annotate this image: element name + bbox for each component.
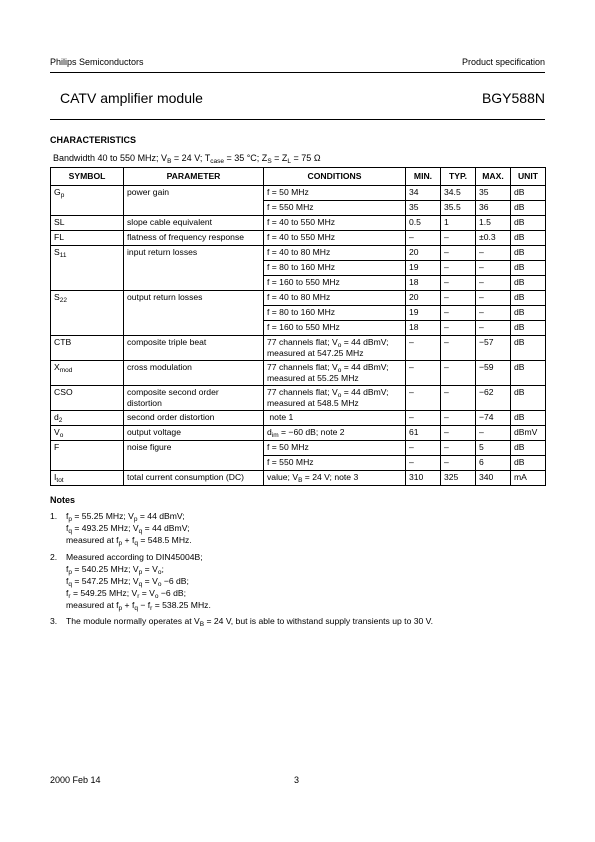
min-cell: – [406,386,441,411]
note-number: 1. [50,511,58,521]
min-cell: – [406,361,441,386]
max-cell: 1.5 [476,216,511,231]
table-row [51,291,546,306]
column-header-unit: UNIT [511,168,546,186]
min-cell: 18 [406,276,441,291]
characteristics-table [50,167,546,486]
min-cell: 19 [406,306,441,321]
table-row [51,186,546,201]
unit-cell: dB [511,261,546,276]
typ-cell: – [441,456,476,471]
note-text: Measured according to DIN45004B; $f_p = 540.25$ MHz; $V_p = V_o$; $f_q = 547.25$ MHz; $V_q = V_o -6$ dB; $f_r = 549.25$ MHz; $V_r = V_o -6$ dB; measured at $f_p + f_q - f_r = 538.25$ MHz. [66,551,211,612]
company-name: Philips Semiconductors [50,57,144,67]
table-row [51,386,546,411]
parameter-cell: composite triple beat [124,336,264,361]
typ-cell: 325 [441,471,476,486]
typ-cell: – [441,231,476,246]
conditions-cell: 77 channels flat; $V_o = 44$ dBmV; measured at 55.25 MHz [264,361,406,386]
max-cell: ±0.3 [476,231,511,246]
max-cell: −62 [476,386,511,411]
typ-cell: 1 [441,216,476,231]
typ-cell: 35.5 [441,201,476,216]
typ-cell: – [441,291,476,306]
symbol-cell: $X_{mod}$ [51,361,124,386]
min-cell: 0.5 [406,216,441,231]
table-row [51,441,546,456]
typ-cell: – [441,321,476,336]
symbol-cell: $I_{tot}$ [51,471,124,486]
symbol-cell: FL [51,231,124,246]
unit-cell: dB [511,291,546,306]
min-cell: – [406,336,441,361]
parameter-cell: total current consumption (DC) [124,471,264,486]
max-cell: 340 [476,471,511,486]
table-row [51,426,546,441]
conditions-cell: f = 40 to 550 MHz [264,231,406,246]
unit-cell: dB [511,276,546,291]
max-cell: 6 [476,456,511,471]
max-cell: – [476,306,511,321]
max-cell: – [476,261,511,276]
column-header-max: MAX. [476,168,511,186]
conditions-cell: f = 40 to 80 MHz [264,291,406,306]
table-row [51,216,546,231]
conditions-cell: f = 50 MHz [264,441,406,456]
note-number: 3. [50,616,58,626]
table-header-row [51,168,546,186]
note-item [50,510,192,546]
symbol-cell: F [51,441,124,471]
conditions-cell: value; $V_B = 24$ V; note 3 [264,471,406,486]
unit-cell: dB [511,231,546,246]
table-row [51,246,546,261]
table-row [51,471,546,486]
page-number: 3 [294,775,300,785]
max-cell: 36 [476,201,511,216]
note-item [50,551,211,611]
typ-cell: – [441,411,476,426]
min-cell: 310 [406,471,441,486]
typ-cell: – [441,361,476,386]
min-cell: 61 [406,426,441,441]
typ-cell: – [441,441,476,456]
parameter-cell: noise figure [124,441,264,471]
conditions-cell: 77 channels flat; $V_o = 44$ dBmV; measured at 548.5 MHz [264,386,406,411]
unit-cell: dB [511,201,546,216]
notes-heading: Notes [50,495,76,505]
document-type: Product specification [461,57,545,67]
column-header-conditions: CONDITIONS [264,168,406,186]
table-row [51,336,546,361]
conditions-cell: note 1 [264,411,406,426]
max-cell: −59 [476,361,511,386]
symbol-cell: CTB [51,336,124,361]
section-heading: CHARACTERISTICS [50,135,137,145]
conditions-cell: f = 80 to 160 MHz [264,261,406,276]
unit-cell: dB [511,336,546,361]
conditions-cell: f = 160 to 550 MHz [264,321,406,336]
column-header-typ: TYP. [441,168,476,186]
column-header-parameter: PARAMETER [124,168,264,186]
parameter-cell: power gain [124,186,264,216]
conditions-cell: f = 40 to 80 MHz [264,246,406,261]
symbol-cell: $G_p$ [51,186,124,216]
parameter-cell: second order distortion [124,411,264,426]
max-cell: – [476,426,511,441]
note-number: 2. [50,551,58,562]
typ-cell: – [441,246,476,261]
note-text: $f_p = 55.25$ MHz; $V_p = 44$ dBmV; $f_q = 493.25$ MHz; $V_q = 44$ dBmV; measured at $f_p + f_q = 548.5$ MHz. [66,511,192,547]
table-row [51,411,546,426]
unit-cell: dB [511,386,546,411]
parameter-cell: input return losses [124,246,264,291]
footer-date: 2000 Feb 14 [50,775,101,785]
min-cell: 20 [406,246,441,261]
unit-cell: dB [511,186,546,201]
unit-cell: mA [511,471,546,486]
parameter-cell: output voltage [124,426,264,441]
unit-cell: dB [511,306,546,321]
note-text: The module normally operates at $V_B = 24$ V, but is able to withstand supply transients up to 30 V. [66,616,434,628]
parameter-cell: cross modulation [124,361,264,386]
conditions-cell: f = 50 MHz [264,186,406,201]
parameter-cell: output return losses [124,291,264,336]
part-number: BGY588N [481,90,545,106]
parameter-cell: flatness of frequency response [124,231,264,246]
max-cell: 5 [476,441,511,456]
min-cell: – [406,231,441,246]
conditions-cell: f = 160 to 550 MHz [264,276,406,291]
conditions-cell: $d_{im} = -60$ dB; note 2 [264,426,406,441]
min-cell: – [406,441,441,456]
conditions-cell: f = 550 MHz [264,456,406,471]
column-header-symbol: SYMBOL [51,168,124,186]
table-row [51,361,546,386]
table-row [51,231,546,246]
symbol-cell: $S_{11}$ [51,246,124,291]
unit-cell: dB [511,411,546,426]
unit-cell: dB [511,441,546,456]
unit-cell: dB [511,246,546,261]
conditions-cell: 77 channels flat; $V_o = 44$ dBmV; measured at 547.25 MHz [264,336,406,361]
min-cell: 19 [406,261,441,276]
unit-cell: dB [511,321,546,336]
max-cell: −74 [476,411,511,426]
min-cell: 35 [406,201,441,216]
symbol-cell: $d_2$ [51,411,124,426]
symbol-cell: $S_{22}$ [51,291,124,336]
symbol-cell: SL [51,216,124,231]
min-cell: 20 [406,291,441,306]
typ-cell: – [441,276,476,291]
unit-cell: dB [511,361,546,386]
max-cell: – [476,291,511,306]
parameter-cell: slope cable equivalent [124,216,264,231]
min-cell: – [406,411,441,426]
symbol-cell: CSO [51,386,124,411]
unit-cell: dBmV [511,426,546,441]
unit-cell: dB [511,456,546,471]
typ-cell: – [441,386,476,411]
min-cell: – [406,456,441,471]
symbol-cell: $V_o$ [51,426,124,441]
typ-cell: – [441,261,476,276]
unit-cell: dB [511,216,546,231]
max-cell: – [476,246,511,261]
typ-cell: – [441,336,476,361]
min-cell: 18 [406,321,441,336]
parameter-cell: composite second order distortion [124,386,264,411]
note-item [50,615,433,627]
conditions-cell: f = 550 MHz [264,201,406,216]
test-conditions: Bandwidth 40 to 550 MHz; $V_B = 24$ V; $T_{case} = 35$ °C; $Z_S = Z_L = 75$ Ω [53,153,321,165]
header-rule [50,72,545,73]
conditions-cell: f = 80 to 160 MHz [264,306,406,321]
max-cell: 35 [476,186,511,201]
conditions-cell: f = 40 to 550 MHz [264,216,406,231]
max-cell: – [476,276,511,291]
typ-cell: – [441,426,476,441]
typ-cell: 34.5 [441,186,476,201]
min-cell: 34 [406,186,441,201]
column-header-min: MIN. [406,168,441,186]
title-rule [50,119,545,120]
document-title: CATV amplifier module [60,90,203,106]
typ-cell: – [441,306,476,321]
max-cell: −57 [476,336,511,361]
max-cell: – [476,321,511,336]
